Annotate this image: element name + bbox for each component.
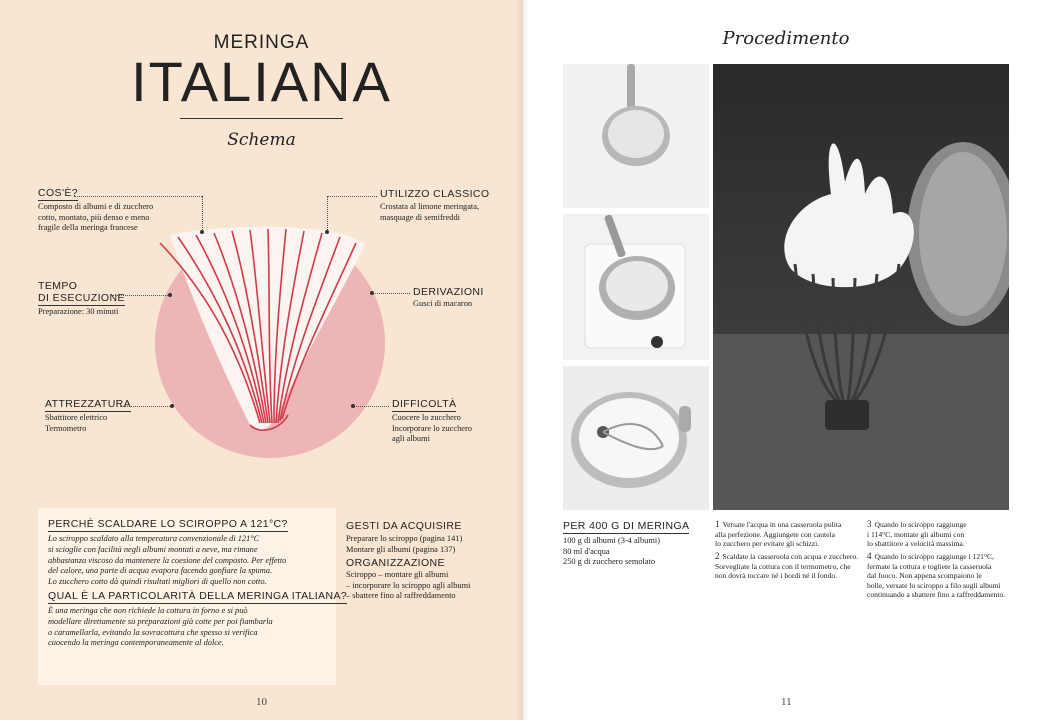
right-page (523, 0, 1049, 720)
box-answer-2: È una meringa che non richiede la cottura in forno e si può modellare direttamente su preparazioni già cotte per poi fiambarla o caramellarla, evitando la sovracottura che spesso si verifica cuocendo la meringa contemporaneamente al dolce. (48, 606, 273, 648)
callout-difficolta-dot (351, 404, 355, 408)
gesti-heading: GESTI DA ACQUISIRE (346, 520, 462, 532)
callout-tempo-heading: TEMPO DI ESECUZIONE (38, 280, 125, 304)
callout-utilizzo-text: Crostata al limone meringata, masquage di semifreddi (380, 202, 480, 222)
photo-saucepan-hotplate (563, 214, 709, 360)
callout-derivazioni-text: Gusci di macaron (413, 299, 473, 308)
step-3: 3 Quando lo sciroppo raggiunge i 114°C, montate gli albumi con lo sbattitore a velocità massima. (867, 519, 967, 549)
step-4: 4 Quando lo sciroppo raggiunge i 121°C, fermate la cottura e togliete la casseruola dal fuoco. Non appena scompaiono le bolle, versate lo sciroppo a filo sugli albumi continuando a sbattere fino a raffreddamento. (867, 551, 1006, 600)
callout-derivazioni-dot (370, 291, 374, 295)
callout-utilizzo-leader-v (327, 196, 328, 232)
page-title: ITALIANA (131, 50, 392, 113)
box-answer-1: Lo sciroppo scaldato alla temperatura convenzionale di 121°C si scioglie con facilità negli albumi montati a neve, ma rimane abbastanza viscoso da mantenere la coesione del composto. Per effetto del calore, una parte di acqua evapora facendo gonfiare la spuma. Lo zucchero cotto dà quindi risultati migliori di quello non cotto. (48, 534, 287, 587)
subtitle: Schema (227, 130, 296, 150)
ingredients-heading: PER 400 G DI MERINGA (563, 520, 690, 532)
callout-tempo-leader (112, 295, 170, 296)
callout-cose-heading: COS'È? (38, 187, 79, 199)
callout-tempo-dot (168, 293, 172, 297)
procedure-title: Procedimento (722, 28, 850, 49)
callout-difficolta-heading: DIFFICOLTÀ (392, 398, 457, 410)
callout-cose-leader-v (202, 196, 203, 232)
organizzazione-text: Sciroppo – montare gli albumi – incorporare lo sciroppo agli albumi – sbattere fino al raffreddamento (346, 570, 471, 600)
book-gutter (515, 0, 529, 720)
callout-derivazioni-heading: DERIVAZIONI (413, 286, 484, 298)
photo-whisk-meringue (713, 64, 1009, 510)
page-number-right: 11 (781, 696, 792, 708)
organizzazione-heading: ORGANIZZAZIONE (346, 557, 445, 569)
callout-attrezzatura-dot (170, 404, 174, 408)
gesti-text: Preparare lo sciroppo (pagina 141) Montare gli albumi (pagina 137) (346, 534, 463, 554)
photo-saucepan-water (563, 64, 709, 208)
title-rule (180, 118, 343, 119)
box-question-2: QUAL È LA PARTICOLARITÀ DELLA MERINGA ITALIANA? (48, 590, 348, 602)
callout-utilizzo-leader (327, 196, 377, 197)
step-2: 2 Scaldate la casseruola con acqua e zucchero. Sorvegliate la cottura con il termometro, che non dovrà toccare né i bordi né il fondo. (715, 551, 859, 581)
callout-utilizzo-heading: UTILIZZO CLASSICO (380, 188, 490, 200)
title-small: MERINGA (213, 32, 310, 53)
box-question-1: PERCHÉ SCALDARE LO SCIROPPO A 121°C? (48, 518, 288, 530)
callout-cose-dot (200, 230, 204, 234)
callout-tempo-text: Preparazione: 30 minuti (38, 307, 119, 316)
callout-utilizzo-dot (325, 230, 329, 234)
photo-bowl-whisk (563, 366, 709, 510)
callout-difficolta-text: Cuocere lo zucchero Incorporare lo zucchero agli albumi (392, 413, 472, 443)
callout-cose-leader (74, 196, 202, 197)
page-number-left: 10 (256, 696, 267, 708)
ingredients-list: 100 g di albumi (3-4 albumi) 80 ml d'acqua 250 g di zucchero semolato (563, 536, 660, 566)
callout-cose-text: Composto di albumi e di zucchero cotto, montato, più denso e meno fragile della meringa francese (38, 202, 154, 232)
step-1: 1 Versate l'acqua in una casseruola pulita alla perfezione. Aggiungete con cautela lo zucchero per evitare gli schizzi. (715, 519, 842, 549)
left-page (0, 0, 523, 720)
callout-difficolta-leader (353, 406, 389, 407)
callout-attrezzatura-heading: ATTREZZATURA (45, 398, 132, 410)
callout-attrezzatura-text: Sbattitore elettrico Termometro (45, 413, 108, 433)
callout-derivazioni-leader (372, 293, 410, 294)
callout-attrezzatura-leader (120, 406, 172, 407)
